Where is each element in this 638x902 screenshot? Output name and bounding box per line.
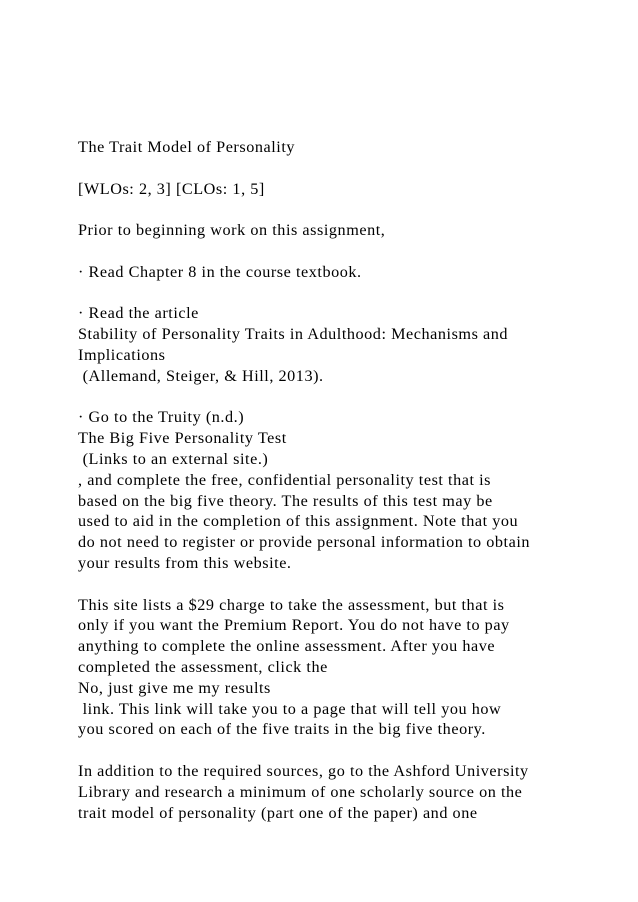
spacer	[78, 158, 618, 179]
intro-text: Prior to beginning work on this assignment,	[78, 221, 386, 240]
test-instructions-line: your results from this website.	[78, 553, 292, 572]
sources-paragraph-line: In addition to the required sources, go to the Ashford University	[78, 761, 529, 780]
spacer	[78, 199, 618, 220]
charge-paragraph-line: completed the assessment, click the	[78, 657, 328, 676]
article-citation: (Allemand, Steiger, & Hill, 2013).	[78, 366, 324, 385]
charge-paragraph-line: only if you want the Premium Report. You do not have to pay	[78, 616, 510, 635]
assignment-title: The Trait Model of Personality	[78, 138, 296, 156]
spacer	[78, 283, 618, 304]
charge-paragraph-line: link. This link will take you to a page that will tell you how	[78, 699, 502, 718]
charge-paragraph-line: This site lists a $29 charge to take the assessment, but that is	[78, 595, 505, 614]
results-link-text: No, just give me my results	[78, 678, 271, 697]
spacer	[78, 387, 618, 408]
big-five-test-link: The Big Five Personality Test	[78, 429, 287, 448]
test-instructions-line: , and complete the free, confidential personality test that is	[78, 470, 492, 489]
sources-paragraph-line: trait model of personality (part one of the paper) and one	[78, 803, 478, 822]
document-body	[78, 137, 618, 823]
spacer	[78, 241, 618, 262]
article-title-line-1: Stability of Personality Traits in Adulthood: Mechanisms and	[78, 325, 509, 344]
article-title-line-2: Implications	[78, 345, 166, 364]
learning-objectives: [WLOs: 2, 3] [CLOs: 1, 5]	[78, 179, 265, 198]
bullet-read-chapter: · Read Chapter 8 in the course textbook.	[78, 262, 362, 281]
spacer	[78, 740, 618, 761]
external-site-note: (Links to an external site.)	[78, 449, 269, 468]
test-instructions-line: do not need to register or provide personal information to obtain	[78, 533, 531, 552]
bullet-truity: · Go to the Truity (n.d.)	[78, 408, 245, 427]
charge-paragraph-line: you scored on each of the five traits in the big five theory.	[78, 720, 486, 739]
bullet-read-article: · Read the article	[78, 304, 199, 323]
test-instructions-line: based on the big five theory. The results of this test may be	[78, 491, 493, 510]
charge-paragraph-line: anything to complete the online assessment. After you have	[78, 637, 496, 656]
spacer	[78, 574, 618, 595]
sources-paragraph-line: Library and research a minimum of one scholarly source on the	[78, 782, 523, 801]
test-instructions-line: used to aid in the completion of this assignment. Note that you	[78, 512, 519, 531]
